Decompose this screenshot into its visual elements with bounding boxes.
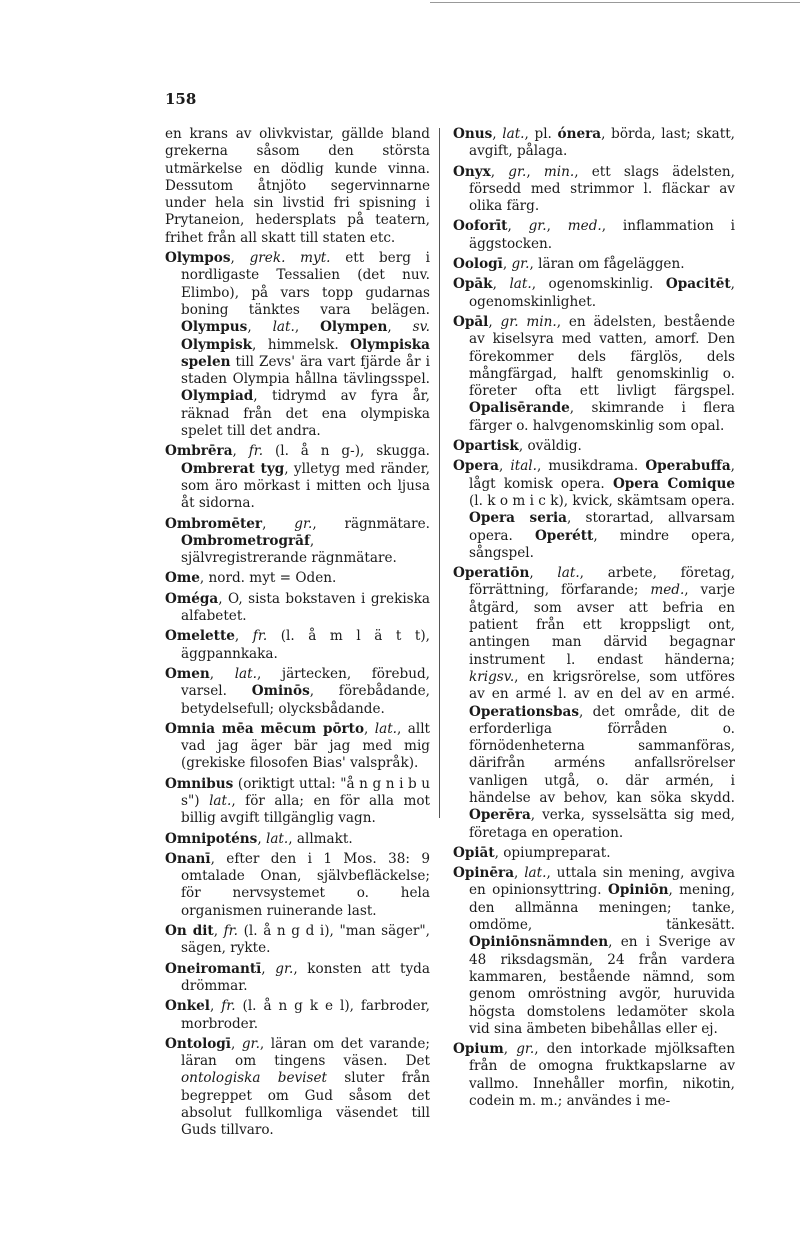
dictionary-entry: Omnibus (oriktigt uttal: "å n g n i b u s") lat., för alla; en för alla mot billig avgift tillgänglig vagn. — [165, 775, 431, 827]
right-column — [453, 126, 735, 1113]
top-rule — [430, 2, 800, 3]
page-number: 158 — [165, 90, 197, 108]
dictionary-entry: Oologī, gr., läran om fågeläggen. — [453, 256, 685, 273]
dictionary-entry: Ome, nord. myt = Oden. — [165, 570, 337, 587]
dictionary-entry: On dit, fr. (l. å n g d i), "man säger", sägen, rykte. — [165, 923, 430, 957]
dictionary-entry: Onyx, gr., min., ett slags ädelsten, försedd med strimmor l. fläckar av olika färg. — [453, 163, 735, 215]
dictionary-entry: Opāl, gr. min., en ädelsten, bestående av kiselsyra med vatten, amorf. Den förekommer dels färglös, dels mångfärgad, halft genomskinlig o. företer ofta ett livligt färgspel. Opalisērande, skimrande i flera färger o. halvgenomskinlig som opal. — [453, 313, 735, 434]
dictionary-entry: Onus, lat., pl. ónera, börda, last; skatt, avgift, pålaga. — [453, 126, 735, 160]
dictionary-entry: Opartisk, oväldig. — [453, 438, 582, 455]
left-column — [165, 126, 430, 1143]
dictionary-entry: Opāk, lat., ogenomskinlig. Opacitēt, ogenomskinlighet. — [453, 276, 735, 310]
dictionary-entry: Ooforīt, gr., med., inflammation i äggstocken. — [453, 218, 735, 252]
dictionary-entry: Omelette, fr. (l. å m l ä t t), äggpannkaka. — [165, 628, 430, 662]
dictionary-entry: Onkel, fr. (l. å n g k e l), farbroder, morbroder. — [165, 998, 430, 1032]
column-divider — [439, 128, 440, 818]
dictionary-entry: Operatiōn, lat., arbete, företag, förrättning, förfarande; med., varje åtgärd, som avser att befria en patient från ett kroppsligt ont, antingen man därvid begagnar instrument l. endast händerna; krigsv., en krigsrörelse, som utföres av en armé l. av en del av en armé. Operationsbas, det område, dit de erforderliga förråden o. förnödenheterna sammanföras, därifrån arméns anfallsrörelser vanligen utgå, o. där armén, i händelse av behov, kan söka skydd. Operēra, verka, sysselsätta sig med, företaga en operation. — [453, 565, 735, 841]
dictionary-entry: en krans av olivkvistar, gällde bland grekerna såsom den största utmärkelse en dödlig kunde vinna. Dessutom åtnjöto segervinnarne under hela sin livstid fri spisning i Prytaneion, hedersplats på teatern, frihet från all skatt till staten etc. — [165, 126, 430, 246]
dictionary-entry: Olympos, grek. myt. ett berg i nordligaste Tessalien (det nuv. Elimbo), på vars topp gudarnas boning tänktes vara belägen. Olympus, lat., Olympen, sv. Olympisk, himmelsk. Olympiska spelen till Zevs' ära vart fjärde år i staden Olympia hållna tävlingsspel. Olympiad, tidrymd av fyra år, räknad från det ena olympiska spelet till det andra. — [165, 250, 430, 440]
dictionary-entry: Oméga, O, sista bokstaven i grekiska alfabetet. — [165, 590, 430, 625]
dictionary-entry: Opinēra, lat., uttala sin mening, avgiva en opinionsyttring. Opiniōn, mening, den allmänna meningen; tanke, omdöme, tänkesätt. Opiniōnsnämnden, en i Sverige av 48 riksdagsmän, 24 från vardera kammaren, bestående nämnd, som genom omröstning avgör, huruvida högsta domstolens ledamöter skola vid sina ämbeten bibehållas eller ej. — [453, 865, 735, 1037]
dictionary-entry: Opiāt, opiumpreparat. — [453, 844, 611, 861]
dictionary-entry: Ombrēra, fr. (l. å n g-), skugga. Ombrerat tyg, ylletyg med ränder, som äro mörkast i mitten och ljusa åt sidorna. — [165, 443, 430, 512]
dictionary-entry: Oneiromantī, gr., konsten att tyda drömmar. — [165, 960, 430, 994]
dictionary-entry: Ontologī, gr., läran om det varande; läran om tingens väsen. Det ontologiska beviset sluter från begreppet om Gud såsom det absolut fullkomliga väsendet till Guds tillvaro. — [165, 1035, 430, 1139]
dictionary-entry: Opera, ital., musikdrama. Operabuffa, lågt komisk opera. Opera Comique (l. k o m i c k), kvick, skämtsam opera. Opera seria, storartad, allvarsam opera. Operétt, mindre opera, sångspel. — [453, 458, 736, 561]
dictionary-entry: Omen, lat., järtecken, förebud, varsel. Ominōs, förebådande, betydelsefull; olycksbådande. — [165, 665, 430, 717]
dictionary-entry: Onanī, efter den i 1 Mos. 38: 9 omtalade Onan, självbefläckelse; för nervsystemet o. hela organismen ruinerande last. — [165, 850, 430, 919]
dictionary-entry: Omnipoténs, lat., allmakt. — [165, 830, 353, 847]
dictionary-entry: Ombromēter, gr., rägnmätare. Ombrometrogrāf, självregistrerande rägnmätare. — [165, 515, 430, 567]
dictionary-entry: Omnia mēa mēcum pōrto, lat., allt vad jag äger bär jag med mig (grekiske filosofen Bias' valspråk). — [165, 720, 431, 772]
dictionary-entry: Opium, gr., den intorkade mjölksaften från de omogna fruktkapslarne av vallmo. Innehåller morfin, nikotin, codein m. m.; användes i me- — [453, 1041, 735, 1110]
